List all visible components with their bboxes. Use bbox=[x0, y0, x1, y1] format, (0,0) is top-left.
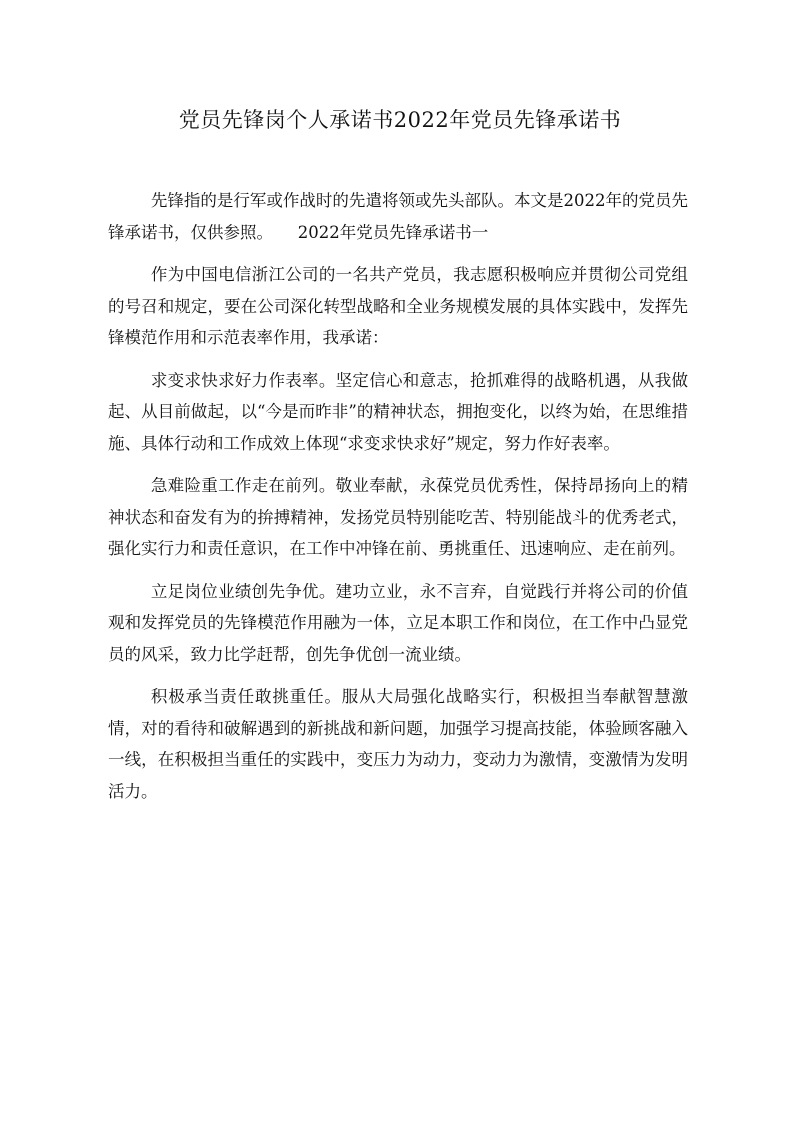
paragraph-pledge-3: 立足岗位业绩创先争优。建功立业，永不言弃，自觉践行并将公司的价值观和发挥党员的先锋模范作用融为一体，立足本职工作和岗位，在工作中凸显党员的风采，致力比学赶帮，创先争优创一流业绩。 bbox=[108, 581, 688, 664]
paragraph-pledge-1: 求变求快求好力作表率。坚定信心和意志，抢抓难得的战略机遇，从我做起、从目前做起，以“今是而昨非”的精神状态，拥抱变化，以终为始，在思维措施、具体行动和工作成效上体现“求变求快求好”规定，努力作好表率。 bbox=[108, 370, 688, 453]
document-title: 党员先锋岗个人承诺书2022年党员先锋承诺书 bbox=[178, 108, 622, 132]
paragraph-pledge-2: 急难险重工作走在前列。敬业奉献，永葆党员优秀性，保持昂扬向上的精神状态和奋发有为的拚搏精神，发扬党员特别能吃苦、特别能战斗的优秀老式，强化实行力和责任意识，在工作中冲锋在前、勇挑重任、迅速响应、走在前列。 bbox=[108, 476, 688, 558]
paragraph-intro: 先锋指的是行军或作战时的先遣将领或先头部队。本文是2022年的党员先锋承诺书，仅供参照。 2022年党员先锋承诺书一 bbox=[108, 191, 688, 242]
document-body bbox=[108, 185, 688, 807]
paragraph-pledge-preamble: 作为中国电信浙江公司的一名共产党员，我志愿积极响应并贯彻公司党组的号召和规定，要在公司深化转型战略和全业务规模发展的具体实践中，发挥先锋模范作用和示范表率作用，我承诺： bbox=[108, 265, 688, 347]
paragraph-pledge-4: 积极承当责任敢挑重任。服从大局强化战略实行，积极担当奉献智慧激情，对的看待和破解遇到的新挑战和新问题，加强学习提高技能，体验顾客融入一线，在积极担当重任的实践中，变压力为动力，变动力为激情，变激情为发明活力。 bbox=[108, 687, 688, 801]
